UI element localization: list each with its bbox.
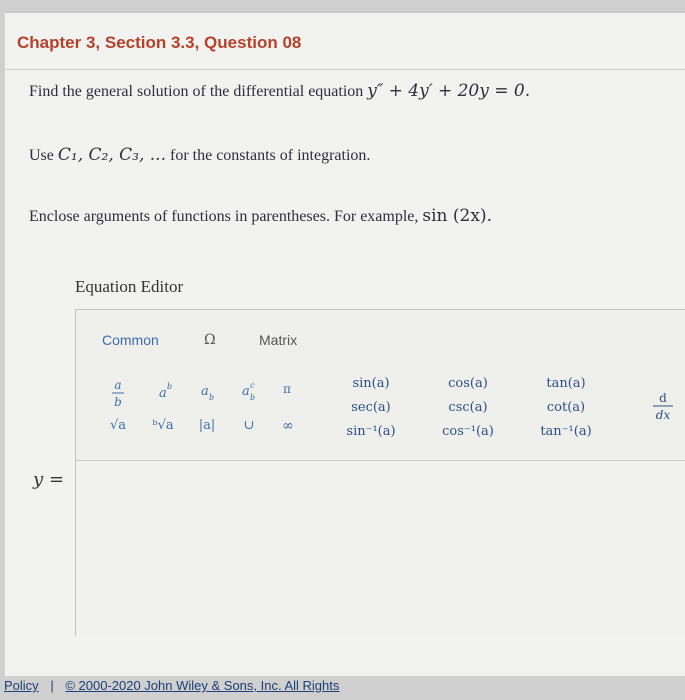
arccos-button[interactable]: cos⁻¹(a) bbox=[442, 424, 494, 439]
heading-divider bbox=[5, 69, 685, 70]
policy-link[interactable]: Policy bbox=[4, 678, 39, 693]
union-button[interactable]: ∪ bbox=[243, 418, 255, 433]
arctan-button[interactable]: tan⁻¹(a) bbox=[540, 424, 592, 439]
footer bbox=[4, 678, 339, 693]
constants-instruction bbox=[29, 145, 370, 165]
abs-button[interactable]: |a| bbox=[198, 418, 216, 433]
tab-common[interactable]: Common bbox=[102, 332, 159, 348]
derivative-icon bbox=[648, 390, 678, 424]
answer-row bbox=[76, 460, 685, 636]
answer-label: y = bbox=[33, 469, 64, 490]
sqrt-button[interactable]: √a bbox=[109, 418, 127, 433]
infinity-button[interactable]: ∞ bbox=[282, 418, 294, 434]
power-icon bbox=[151, 380, 177, 402]
svg-text:b: b bbox=[250, 393, 256, 402]
constants-list: C₁, C₂, C₃, ... bbox=[57, 145, 166, 165]
cot-button[interactable]: cot(a) bbox=[546, 400, 586, 415]
equation-editor-title: Equation Editor bbox=[75, 277, 184, 296]
example-expression: sin (2x). bbox=[422, 206, 492, 226]
differential-equation: y″ + 4y′ + 20y = 0. bbox=[367, 81, 531, 101]
footer-separator: | bbox=[50, 678, 54, 693]
svg-text:b: b bbox=[167, 382, 173, 391]
svg-text:a: a bbox=[114, 378, 122, 392]
question-page bbox=[4, 10, 685, 677]
subscript-button[interactable] bbox=[194, 380, 220, 405]
arcsin-button[interactable]: sin⁻¹(a) bbox=[346, 424, 396, 439]
constants-suffix: for the constants of integration. bbox=[170, 147, 371, 164]
svg-text:c: c bbox=[250, 381, 255, 390]
csc-button[interactable]: csc(a) bbox=[448, 400, 488, 415]
tan-button[interactable]: tan(a) bbox=[546, 376, 586, 391]
tab-matrix[interactable]: Matrix bbox=[259, 332, 298, 348]
question-prompt bbox=[29, 81, 530, 101]
sec-button[interactable]: sec(a) bbox=[351, 400, 391, 415]
constants-prefix: Use bbox=[29, 147, 54, 164]
prompt-text: Find the general solution of the differential equation bbox=[29, 83, 364, 100]
svg-text:a: a bbox=[159, 386, 167, 401]
answer-input[interactable] bbox=[76, 469, 685, 636]
svg-text:a: a bbox=[242, 384, 250, 399]
power-button[interactable] bbox=[151, 380, 177, 405]
svg-text:d: d bbox=[659, 391, 667, 405]
fraction-icon bbox=[106, 376, 130, 410]
cos-button[interactable]: cos(a) bbox=[448, 376, 488, 391]
derivative-button[interactable] bbox=[648, 390, 678, 427]
copyright-link[interactable]: © 2000-2020 John Wiley & Sons, Inc. All Rights bbox=[65, 678, 340, 693]
enclose-text: Enclose arguments of functions in parentheses. For example, bbox=[29, 208, 419, 225]
top-divider bbox=[5, 11, 685, 13]
svg-text:dx: dx bbox=[655, 408, 671, 422]
symbol-palette bbox=[76, 370, 685, 460]
svg-text:b: b bbox=[114, 395, 122, 409]
equation-editor bbox=[75, 309, 685, 636]
nthroot-button[interactable]: ᵇ√a bbox=[152, 418, 174, 433]
subsup-icon bbox=[236, 380, 262, 402]
svg-text:a: a bbox=[201, 384, 209, 399]
svg-text:b: b bbox=[209, 393, 215, 402]
subsup-button[interactable] bbox=[236, 380, 262, 405]
enclose-instruction bbox=[29, 206, 492, 226]
subscript-icon bbox=[194, 380, 220, 402]
pi-button[interactable]: π bbox=[283, 382, 291, 396]
sin-button[interactable]: sin(a) bbox=[352, 376, 390, 391]
fraction-button[interactable] bbox=[106, 376, 130, 413]
question-heading: Chapter 3, Section 3.3, Question 08 bbox=[17, 33, 302, 52]
editor-tabs bbox=[76, 320, 685, 356]
tab-symbols[interactable]: Ω bbox=[204, 332, 216, 348]
